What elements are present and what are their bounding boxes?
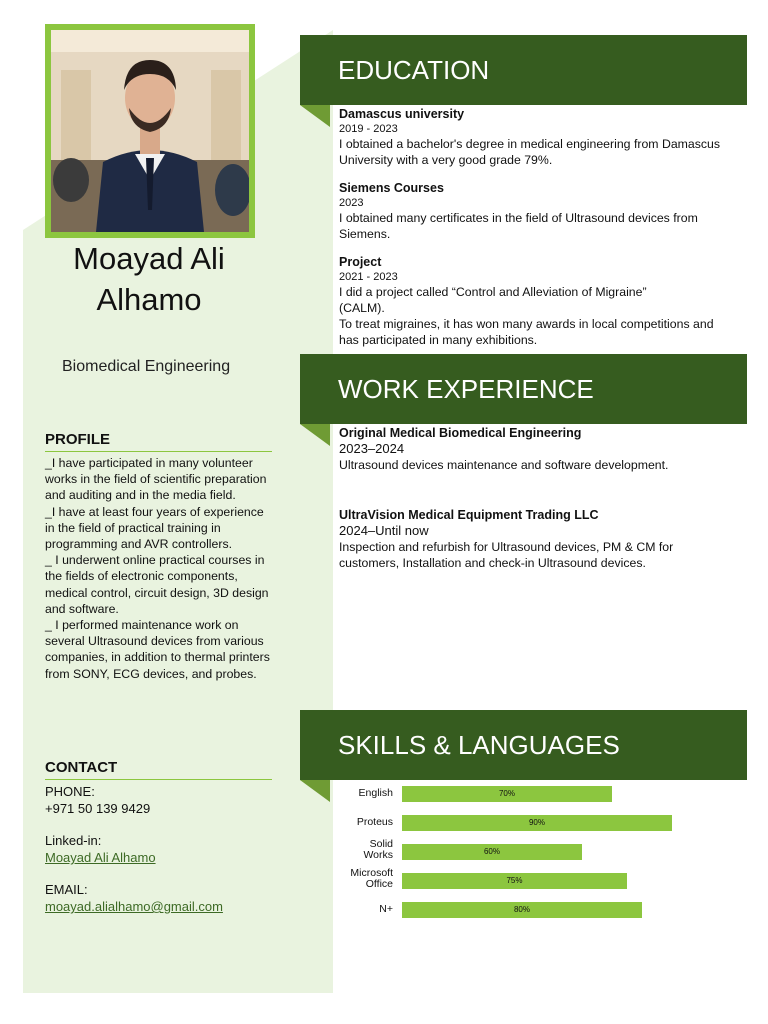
work-entry xyxy=(339,507,739,571)
phone-number: +971 50 139 9429 xyxy=(45,801,151,816)
education-entry xyxy=(339,180,739,242)
name-line-1: Moayad Ali xyxy=(73,241,225,276)
skills-banner-fold xyxy=(300,780,330,802)
candidate-name xyxy=(23,238,275,320)
work-section xyxy=(339,425,739,583)
education-banner-fold xyxy=(300,105,330,127)
linkedin-link[interactable]: Moayad Ali Alhamo xyxy=(45,850,156,865)
entry-title: Original Medical Biomedical Engineering xyxy=(339,426,582,440)
skill-bar xyxy=(402,873,627,889)
skill-row xyxy=(339,867,739,893)
education-section xyxy=(339,106,739,360)
profile-paragraph: _ I performed maintenance work on several Ultrasound devices from various companies, in addition to thermal printers from SONY, ECG devices, and probes. xyxy=(45,618,270,681)
education-entry xyxy=(339,254,739,348)
profile-paragraph: _I have at least four years of experience in the field of practical training in programming and AVR controllers. xyxy=(45,504,264,552)
entry-description: Ultrasound devices maintenance and software development. xyxy=(339,458,669,472)
skill-row xyxy=(339,786,739,806)
entry-date: 2019 - 2023 xyxy=(339,123,398,135)
skill-value-label: 80% xyxy=(513,905,530,914)
skill-bar xyxy=(402,815,672,831)
profile-photo-frame xyxy=(45,24,255,238)
skill-bar xyxy=(402,844,582,860)
linkedin-label: Linked-in: xyxy=(45,833,102,848)
entry-date: 2021 - 2023 xyxy=(339,271,398,283)
profile-photo-illustration xyxy=(51,30,249,232)
entry-description: I obtained a bachelor's degree in medical engineering from Damascus University with a very good grade 79%. xyxy=(339,137,721,167)
skill-label: Microsoft Office xyxy=(350,867,393,890)
profile-text xyxy=(45,455,273,682)
skill-label: Solid Works xyxy=(363,838,393,861)
skill-value-label: 60% xyxy=(483,847,500,856)
work-entry xyxy=(339,425,739,473)
contact-heading: CONTACT xyxy=(45,759,272,780)
skill-bar xyxy=(402,902,642,918)
entry-date: 2023–2024 xyxy=(339,441,405,456)
skill-row xyxy=(339,838,739,864)
skill-value-label: 75% xyxy=(506,876,523,885)
skill-label: Proteus xyxy=(356,816,393,828)
skill-label: English xyxy=(358,787,393,799)
entry-description: I obtained many certificates in the field of Ultrasound devices from Siemens. xyxy=(339,211,698,241)
entry-date: 2024–Until now xyxy=(339,523,429,538)
education-banner xyxy=(300,35,747,105)
skill-value-label: 90% xyxy=(528,818,545,827)
entry-description: Inspection and refurbish for Ultrasound devices, PM & CM for customers, Installation and check-in Ultrasound devices. xyxy=(339,540,674,570)
entry-description: I did a project called “Control and Alleviation of Migraine” (CALM). xyxy=(339,285,647,315)
email-link[interactable]: moayad.alialhamo@gmail.com xyxy=(45,899,223,914)
work-banner xyxy=(300,354,747,424)
skill-row xyxy=(339,902,739,922)
skill-label: N+ xyxy=(379,903,393,915)
contact-block xyxy=(45,783,273,915)
entry-title: Damascus university xyxy=(339,107,465,121)
work-banner-fold xyxy=(300,424,330,446)
skills-banner xyxy=(300,710,747,780)
phone-label: PHONE: xyxy=(45,784,95,799)
entry-title: Project xyxy=(339,255,382,269)
entry-description: To treat migraines, it has won many awards in local competitions and has participated in many exhibitions. xyxy=(339,317,714,347)
skill-value-label: 70% xyxy=(498,789,515,798)
work-heading: WORK EXPERIENCE xyxy=(338,374,594,404)
profile-heading: PROFILE xyxy=(45,431,272,452)
education-entry xyxy=(339,106,739,168)
entry-date: 2023 xyxy=(339,197,364,209)
skill-row xyxy=(339,815,739,835)
profile-photo xyxy=(51,30,249,232)
education-heading: EDUCATION xyxy=(338,55,490,85)
entry-title: UltraVision Medical Equipment Trading LLC xyxy=(339,508,599,522)
skill-bar xyxy=(402,786,612,802)
job-subtitle: Biomedical Engineering xyxy=(62,358,231,375)
entry-title: Siemens Courses xyxy=(339,181,444,195)
profile-paragraph: _ I underwent online practical courses in the fields of electronic components, medical control, circuit design, 3D design and software. xyxy=(45,553,269,616)
name-line-2: Alhamo xyxy=(96,282,202,317)
email-label: EMAIL: xyxy=(45,882,88,897)
skills-heading: SKILLS & LANGUAGES xyxy=(338,730,620,760)
profile-paragraph: _I have participated in many volunteer works in the field of scientific preparation and auditing and in the media field. xyxy=(45,456,267,503)
